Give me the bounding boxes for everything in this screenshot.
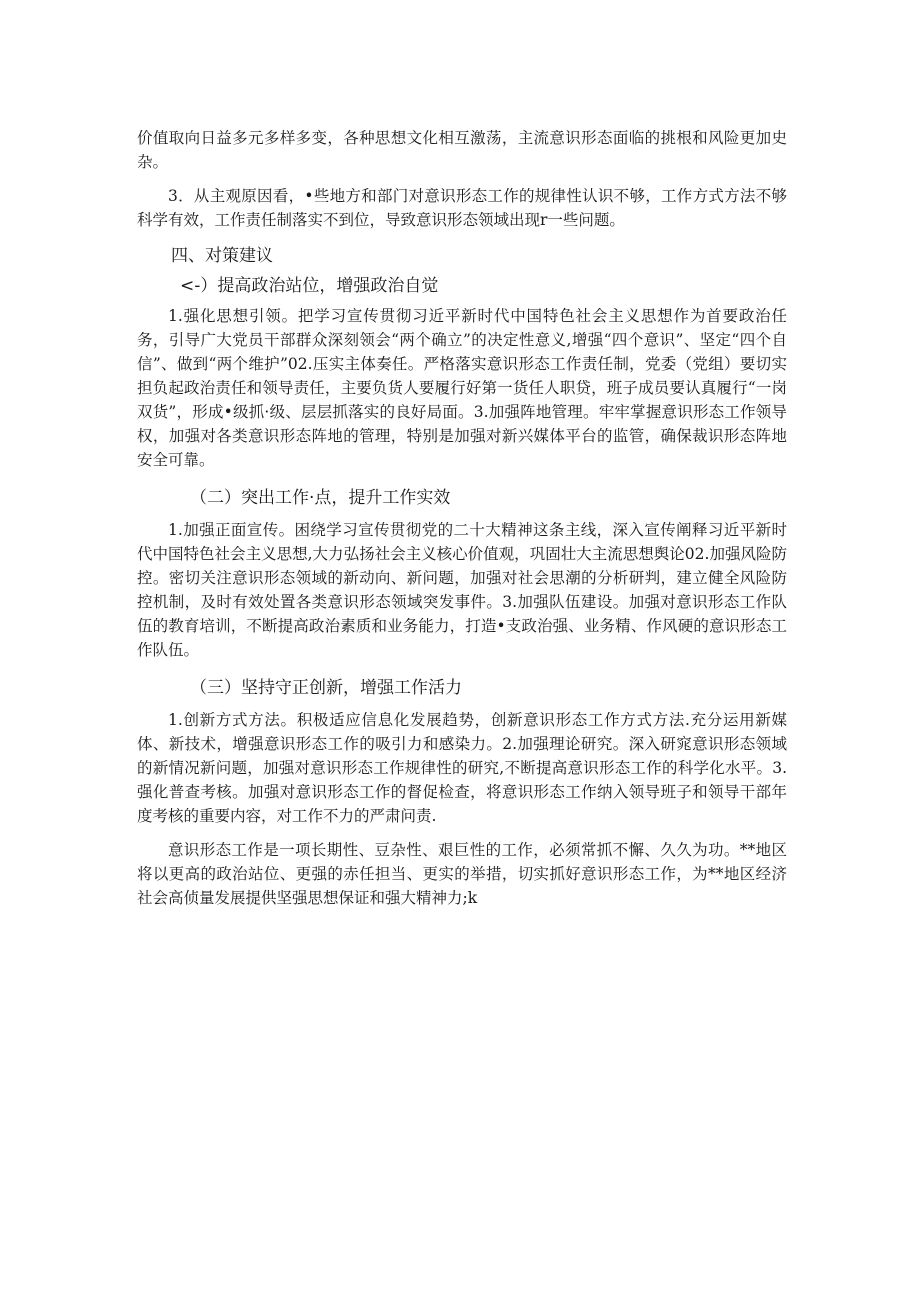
subsection-3-body: 1.创新方式方法。积极适应信息化发展趋势，创新意识形态工作方式方法.充分运用新媒体、新技术，增强意识形态工作的吸引力和感染力。2.加强理论研究。深入研窕意识形态领域的新情况新问题，加强对意识形态工作规律性的研究,不断提高意识形态工作的科学化水平。3.强化普查考核。加强对意识形态工作的督促检查，将意识形态工作纳入领导班子和领导干部年度考核的重要内容，对工作不力的严肃问责. <box>137 711 787 825</box>
paragraph-closing: 意识形态工作是一项长期性、豆杂性、艰巨性的工作，必须常抓不懈、久久为功。**地区将以更高的政治站位、更强的赤任担当、更实的举措，切实抓好意识形态工作，为**地区经济社会高侦量发展提供坚强思想保证和强大精神力;k <box>137 841 787 907</box>
subsection-heading-2: （二）突出工作·点，提升工作实效 <box>190 488 451 508</box>
paragraph-reason-3: 3．从主观原因看，•些地方和部门对意识形态工作的规律性认识不够，工作方式方法不够科学有效，工作责任制落实不到位，导致意识形态领域出现r一些问题。 <box>137 187 787 229</box>
subsection-1-body: 1.强化思想引领。把学习宣传贯彻习近平新时代中国特色社会主义思想作为首要政治任务，引导广大党员干部群众深刻领会“两个确立”的决定性意义,增强“四个意识”、坚定“四个自信”、做到“两个维护”02.压实主体奏任。严格落实意识形态工作责任制，党委（党组）要切实担负起政治责任和领导责任，主要负货人要履行好第一货任人职贷，班子成员要认真履行“一岗双货”，形成•级抓·级、层层抓落实的良好局面。3.加强阵地管理。牢牢掌握意识形态工作领导权，加强对各类意识形态阵地的管理，特别是加强对新兴媒体平台的监管，确保裁识形态阵地安全可靠。 <box>137 307 787 469</box>
subsection-heading-3: （三）坚持守正创新，增强工作活力 <box>190 678 462 698</box>
paragraph-continuation: 价值取向日益多元多样多变，各种思想文化相互激荡，主流意识形态面临的挑根和风险更加史杂。 <box>137 129 787 171</box>
subsection-2-body: 1.加强正面宣传。困绕学习宣传贯彻党的二十大精神这条主线，深入宣传阐释习近平新时代中国特色社会主义思想,大力弘扬社会主义核心价值观，巩固壮大主流思想舆论02.加强风险防控。密切关注意识形态领域的新动向、新问题，加强对社会思潮的分析研判，建立健全风险防控机制，及时有效处置各类意识形态领域突发事件。3.加强队伍建设。加强对意识形态工作队伍的教育培训，不断提高政治素质和业务能力，打造•支政治强、业务精、作风硬的意识形态工作队伍。 <box>137 521 787 659</box>
subsection-heading-1: <-）提高政治站位，增强政治自觉 <box>180 276 439 296</box>
document-page <box>137 126 787 910</box>
section-heading-countermeasures: 四、对策建议 <box>171 246 273 266</box>
